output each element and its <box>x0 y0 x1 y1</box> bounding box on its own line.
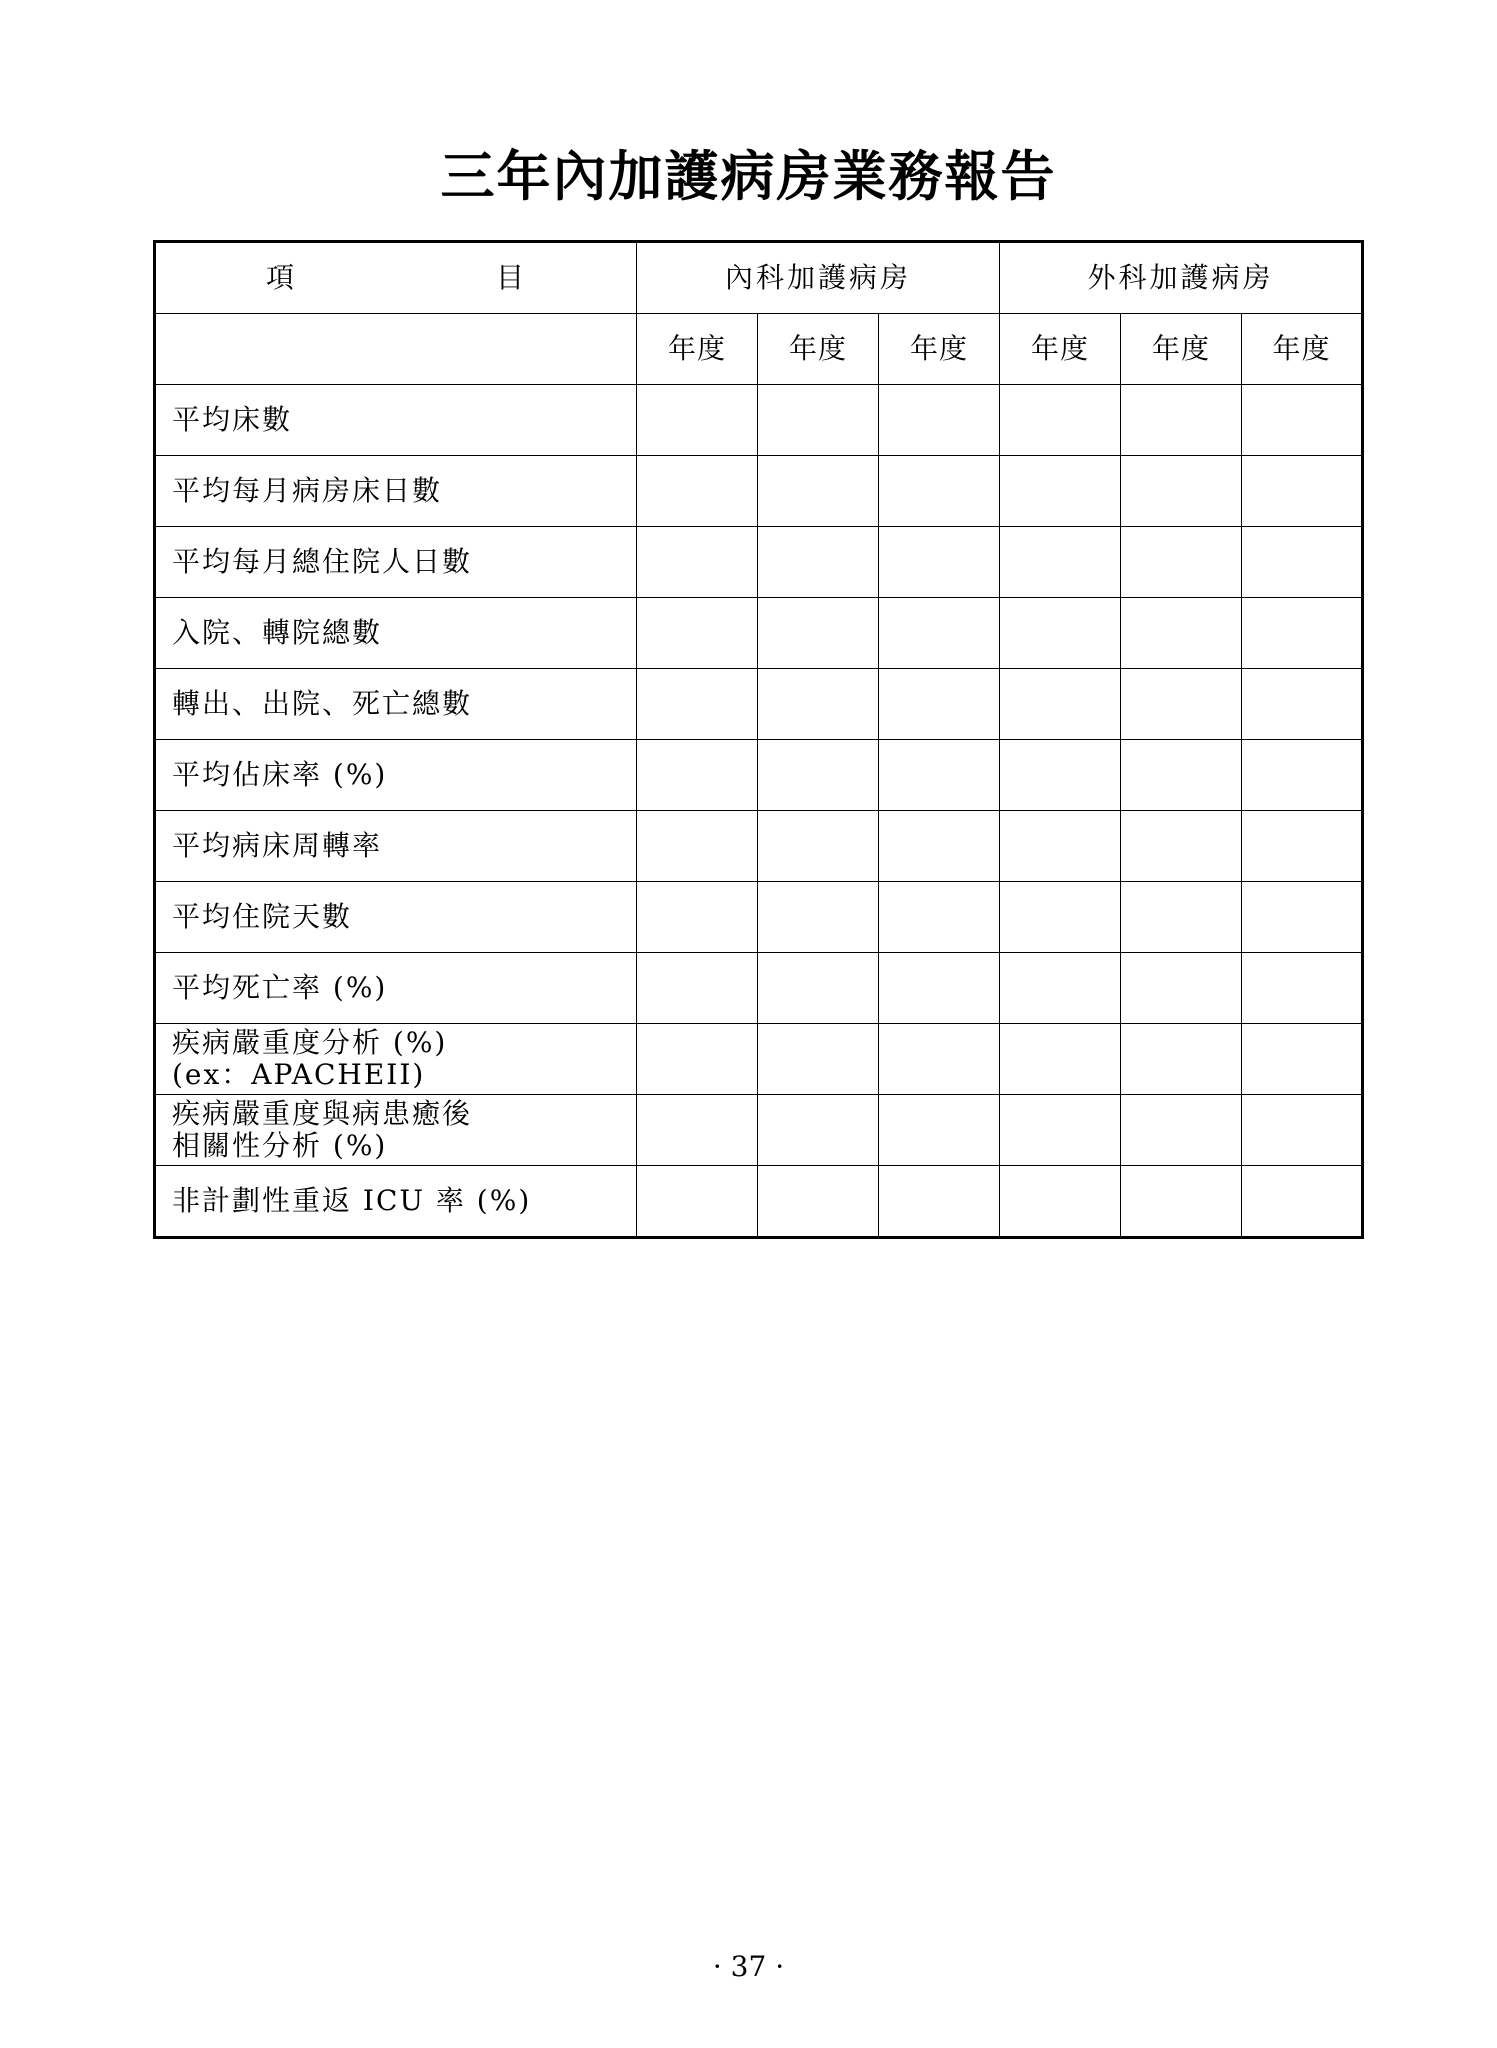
value-cell <box>758 1166 879 1238</box>
value-cell <box>1242 456 1363 527</box>
value-cell <box>879 811 1000 882</box>
row-label-line1: 轉出、出院、死亡總數 <box>172 687 473 720</box>
table-row <box>155 598 1363 669</box>
table-row <box>155 1095 1363 1166</box>
row-label-line1: 平均死亡率 (%) <box>172 971 388 1004</box>
value-cell <box>1000 953 1121 1024</box>
row-label-cell <box>155 953 637 1024</box>
value-cell <box>758 598 879 669</box>
value-cell <box>637 527 758 598</box>
value-cell <box>1121 385 1242 456</box>
row-label-line1: 非計劃性重返 ICU 率 (%) <box>172 1184 532 1217</box>
value-cell <box>637 1166 758 1238</box>
row-label-line1: 平均床數 <box>172 403 293 436</box>
value-cell <box>758 811 879 882</box>
header-medical-icu: 內科加護病房 <box>637 242 1000 314</box>
value-cell <box>1121 1095 1242 1166</box>
header-row-years <box>155 314 1363 385</box>
row-label-cell <box>155 669 637 740</box>
value-cell <box>1000 740 1121 811</box>
page-title: 三年內加護病房業務報告 <box>440 145 1057 208</box>
value-cell <box>637 882 758 953</box>
value-cell <box>1000 1095 1121 1166</box>
value-cell <box>1242 953 1363 1024</box>
value-cell <box>637 669 758 740</box>
value-cell <box>1000 811 1121 882</box>
value-cell <box>1121 740 1242 811</box>
table-row <box>155 1024 1363 1095</box>
value-cell <box>1000 527 1121 598</box>
row-label-cell <box>155 456 637 527</box>
row-label-line1: 平均佔床率 (%) <box>172 758 388 791</box>
value-cell <box>1121 811 1242 882</box>
value-cell <box>1121 882 1242 953</box>
value-cell <box>1242 385 1363 456</box>
value-cell <box>1242 882 1363 953</box>
icu-report-table <box>153 240 1364 1239</box>
row-label-line1: 疾病嚴重度與病患癒後 <box>172 1097 473 1130</box>
value-cell <box>1000 1166 1121 1238</box>
value-cell <box>1242 669 1363 740</box>
row-label-cell <box>155 385 637 456</box>
value-cell <box>758 527 879 598</box>
row-label-line1: 平均病床周轉率 <box>172 829 383 862</box>
year-header-cell: 年度 <box>1000 314 1121 385</box>
value-cell <box>637 811 758 882</box>
value-cell <box>1242 1095 1363 1166</box>
year-header-cell: 年度 <box>1121 314 1242 385</box>
value-cell <box>1000 456 1121 527</box>
value-cell <box>1121 598 1242 669</box>
table-row <box>155 385 1363 456</box>
year-header-cell: 年度 <box>1242 314 1363 385</box>
value-cell <box>1121 953 1242 1024</box>
value-cell <box>637 1095 758 1166</box>
row-label-cell <box>155 527 637 598</box>
value-cell <box>758 669 879 740</box>
row-label-line2: (ex：APACHEII) <box>172 1058 426 1091</box>
value-cell <box>1121 1024 1242 1095</box>
row-label-line2: 相關性分析 (%) <box>172 1129 388 1162</box>
row-label-line1: 平均每月病房床日數 <box>172 474 443 507</box>
value-cell <box>637 456 758 527</box>
value-cell <box>879 527 1000 598</box>
value-cell <box>758 953 879 1024</box>
value-cell <box>1121 527 1242 598</box>
value-cell <box>879 385 1000 456</box>
table-row <box>155 1166 1363 1238</box>
value-cell <box>1121 669 1242 740</box>
value-cell <box>1000 385 1121 456</box>
value-cell <box>637 740 758 811</box>
header-item-cell <box>155 242 637 314</box>
row-label-line1: 平均每月總住院人日數 <box>172 545 473 578</box>
value-cell <box>879 882 1000 953</box>
table-row <box>155 669 1363 740</box>
year-header-cell: 年度 <box>879 314 1000 385</box>
value-cell <box>879 456 1000 527</box>
value-cell <box>637 953 758 1024</box>
table-row <box>155 527 1363 598</box>
value-cell <box>758 1024 879 1095</box>
value-cell <box>879 953 1000 1024</box>
table-row <box>155 740 1363 811</box>
table-row <box>155 811 1363 882</box>
value-cell <box>1242 740 1363 811</box>
value-cell <box>1242 527 1363 598</box>
value-cell <box>1121 1166 1242 1238</box>
value-cell <box>879 669 1000 740</box>
year-header-cell: 年度 <box>637 314 758 385</box>
year-header-cell: 年度 <box>758 314 879 385</box>
row-label-line1: 入院、轉院總數 <box>172 616 383 649</box>
row-label-cell <box>155 1166 637 1238</box>
value-cell <box>637 598 758 669</box>
header-item-right: 目 <box>495 261 524 294</box>
row-label-cell <box>155 1024 637 1095</box>
row-label-line1: 疾病嚴重度分析 (%) <box>172 1026 448 1059</box>
value-cell <box>1242 811 1363 882</box>
value-cell <box>637 385 758 456</box>
value-cell <box>879 1166 1000 1238</box>
value-cell <box>758 1095 879 1166</box>
row-label-cell <box>155 1095 637 1166</box>
value-cell <box>637 1024 758 1095</box>
table-row <box>155 953 1363 1024</box>
row-label-cell <box>155 740 637 811</box>
header-blank-cell <box>155 314 637 385</box>
row-label-cell <box>155 882 637 953</box>
table-row <box>155 456 1363 527</box>
value-cell <box>758 740 879 811</box>
row-label-line1: 平均住院天數 <box>172 900 353 933</box>
value-cell <box>1000 1024 1121 1095</box>
value-cell <box>879 1024 1000 1095</box>
value-cell <box>1121 456 1242 527</box>
header-item-left: 項 <box>266 261 295 294</box>
row-label-cell <box>155 598 637 669</box>
value-cell <box>1000 669 1121 740</box>
value-cell <box>1242 1024 1363 1095</box>
row-label-cell <box>155 811 637 882</box>
value-cell <box>758 882 879 953</box>
value-cell <box>1000 882 1121 953</box>
value-cell <box>758 385 879 456</box>
value-cell <box>1242 598 1363 669</box>
table-body <box>155 242 1363 1238</box>
value-cell <box>879 740 1000 811</box>
value-cell <box>879 1095 1000 1166</box>
table-row <box>155 882 1363 953</box>
page-number: · 37 · <box>712 1950 785 1983</box>
value-cell <box>758 456 879 527</box>
header-surgical-icu: 外科加護病房 <box>1000 242 1363 314</box>
value-cell <box>1000 598 1121 669</box>
value-cell <box>1242 1166 1363 1238</box>
header-row-groups <box>155 242 1363 314</box>
value-cell <box>879 598 1000 669</box>
